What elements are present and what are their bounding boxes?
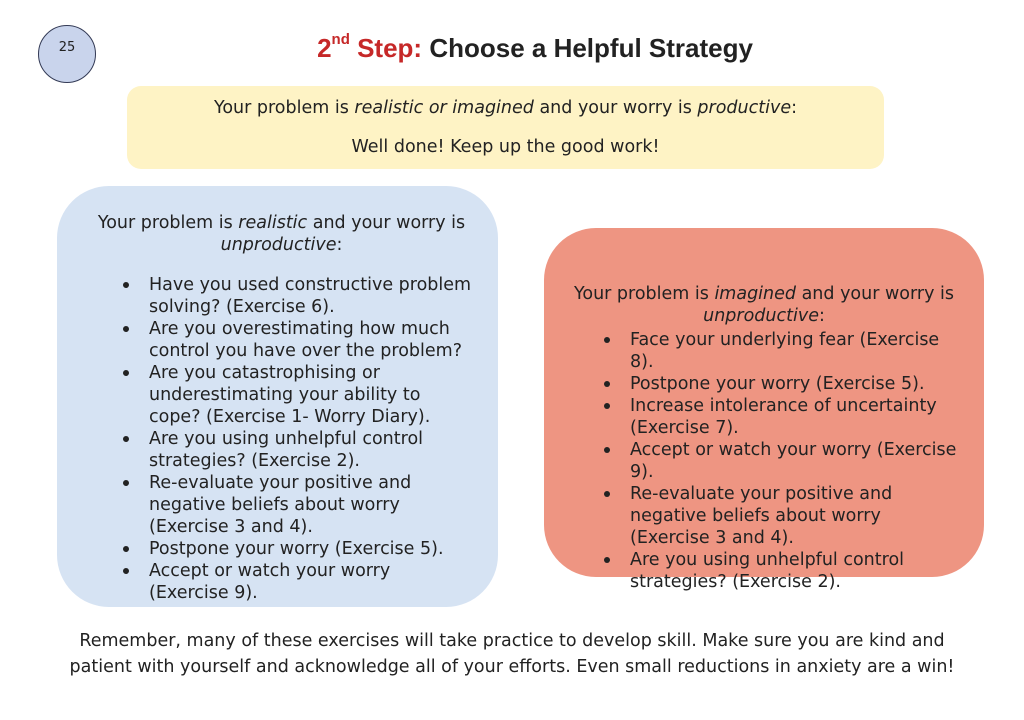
heading-text: Your problem is [97, 213, 239, 233]
heading-text: and your worry is [796, 284, 954, 304]
realistic-unproductive-heading [89, 212, 474, 256]
realistic-strategy-list [107, 274, 474, 604]
footer-line: Remember, many of these exercises will take practice to develop skill. Make sure you are kind and [79, 631, 945, 651]
list-item: Are you overestimating how much control you have over the problem? [149, 318, 474, 362]
list-item: Are you using unhelpful control strategies? (Exercise 2). [630, 549, 962, 593]
list-item: Accept or watch your worry (Exercise 9). [630, 439, 962, 483]
title-step-ordinal: nd [331, 31, 350, 49]
footer-note [0, 628, 1024, 680]
page-title [0, 33, 1024, 64]
imagined-unproductive-box [544, 228, 984, 592]
heading-emphasis: realistic [238, 213, 308, 233]
list-item: Re-evaluate your positive and negative beliefs about worry (Exercise 3 and 4). [149, 472, 474, 538]
heading-emphasis: productive [697, 98, 792, 118]
heading-emphasis: imagined [714, 284, 797, 304]
title-step [317, 33, 422, 63]
heading-text: : [818, 306, 825, 326]
imagined-strategy-list [594, 329, 962, 593]
list-item: Are you using unhelpful control strategies? (Exercise 2). [149, 428, 474, 472]
imagined-unproductive-heading [566, 283, 962, 327]
heading-text: and your worry is [307, 213, 466, 233]
list-item: Postpone your worry (Exercise 5). [149, 538, 474, 560]
productive-worry-box [127, 86, 884, 169]
title-step-word: Step: [349, 33, 423, 63]
list-item: Re-evaluate your positive and negative beliefs about worry (Exercise 3 and 4). [630, 483, 962, 549]
heading-text: Your problem is [213, 98, 355, 118]
list-item: Accept or watch your worry (Exercise 9). [149, 560, 474, 604]
footer-line: patient with yourself and acknowledge all of your efforts. Even small reductions in anxiety are a win! [69, 657, 955, 677]
list-item: Postpone your worry (Exercise 5). [630, 373, 962, 395]
realistic-unproductive-box [57, 186, 498, 607]
heading-text: : [791, 98, 798, 118]
heading-text: and your worry is [533, 98, 698, 118]
list-item: Are you catastrophising or underestimating your ability to cope? (Exercise 1- Worry Diary). [149, 362, 474, 428]
productive-worry-heading [127, 97, 884, 119]
heading-text: Your problem is [574, 284, 715, 304]
heading-emphasis: unproductive [220, 235, 337, 255]
list-item: Have you used constructive problem solving? (Exercise 6). [149, 274, 474, 318]
heading-text: : [336, 235, 343, 255]
title-step-number: 2 [317, 33, 332, 63]
heading-emphasis: realistic or imagined [354, 98, 534, 118]
productive-worry-message: Well done! Keep up the good work! [351, 137, 660, 157]
heading-emphasis: unproductive [703, 306, 819, 326]
title-text: Choose a Helpful Strategy [422, 33, 753, 63]
list-item: Increase intolerance of uncertainty (Exercise 7). [630, 395, 962, 439]
list-item: Face your underlying fear (Exercise 8). [630, 329, 962, 373]
page-number: 25 [58, 40, 76, 55]
